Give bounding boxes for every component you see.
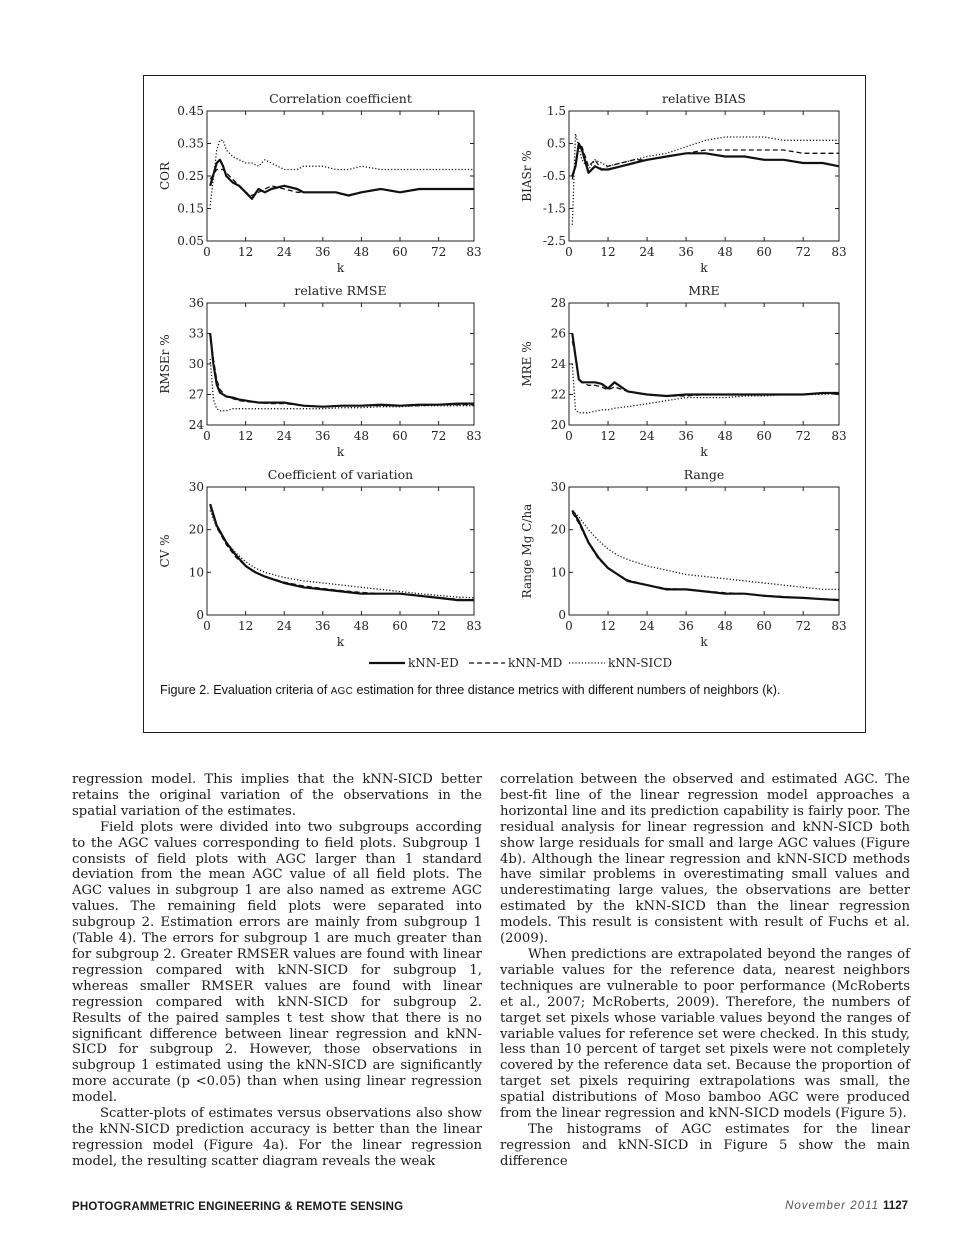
x-tick-label: 36 bbox=[315, 429, 331, 443]
x-tick-label: 12 bbox=[600, 619, 616, 633]
y-tick-label: 10 bbox=[550, 565, 566, 580]
y-tick-label: 0.25 bbox=[177, 169, 204, 183]
series-line-knn-ed bbox=[572, 511, 839, 601]
series-line-knn-md bbox=[572, 513, 839, 600]
series-line-knn-ed bbox=[210, 334, 474, 407]
x-tick-label: 0 bbox=[565, 245, 573, 259]
x-tick-label: 83 bbox=[831, 619, 847, 633]
y-axis-label: Range Mg C/ha bbox=[520, 503, 534, 599]
caption-prefix: Figure 2. Evaluation criteria of bbox=[160, 683, 331, 697]
x-tick-label: 72 bbox=[430, 245, 447, 259]
y-tick-label: 0 bbox=[196, 608, 204, 622]
left-column bbox=[72, 772, 482, 1170]
y-tick-label: 30 bbox=[188, 357, 204, 371]
x-axis-label: k bbox=[700, 261, 708, 275]
series-line-knn-ed bbox=[572, 334, 839, 397]
figure-caption bbox=[160, 682, 850, 700]
y-tick-label: 10 bbox=[188, 565, 204, 580]
footer-date: November 2011 bbox=[785, 1200, 880, 1212]
y-tick-label: 30 bbox=[550, 480, 566, 494]
y-axis-label: BIASr % bbox=[520, 150, 534, 202]
x-tick-label: 36 bbox=[678, 429, 694, 443]
x-tick-label: 48 bbox=[353, 429, 370, 443]
y-tick-label: 24 bbox=[550, 357, 566, 371]
footer-right bbox=[785, 1200, 908, 1212]
series-line-knn-sicd bbox=[210, 359, 474, 411]
x-tick-label: 24 bbox=[276, 245, 292, 259]
series-line-knn-ed bbox=[572, 144, 839, 177]
y-tick-label: -0.5 bbox=[542, 169, 566, 183]
x-tick-label: 48 bbox=[717, 429, 733, 443]
chart-panel-5 bbox=[158, 467, 482, 649]
y-axis-label: COR bbox=[158, 161, 172, 191]
x-tick-label: 24 bbox=[639, 429, 655, 443]
chart-title: Range bbox=[683, 467, 725, 482]
x-tick-label: 72 bbox=[430, 619, 447, 633]
x-tick-label: 24 bbox=[276, 619, 292, 633]
chart-panel-4 bbox=[520, 283, 847, 459]
chart-panel-1 bbox=[158, 91, 482, 275]
x-tick-label: 72 bbox=[795, 245, 811, 259]
x-tick-label: 83 bbox=[831, 429, 847, 443]
y-tick-label: 26 bbox=[550, 326, 566, 341]
chart-panel-2 bbox=[520, 91, 847, 275]
x-tick-label: 83 bbox=[831, 245, 847, 259]
chart-panel-6 bbox=[520, 467, 847, 649]
x-axis-label: k bbox=[336, 635, 345, 649]
x-axis-label: k bbox=[700, 445, 708, 459]
y-axis-label: MRE % bbox=[520, 341, 534, 387]
x-tick-label: 60 bbox=[392, 619, 408, 633]
right-paragraph-2: When predictions are extrapolated beyond the ranges of variable values for the reference data, nearest neighbors techniques are vulnerable to poor performance (McRoberts et al., 2007; McRoberts, 2009). Therefore, the numbers of target set pixels whose variable values beyond the ranges of variable values for reference set were checked. In this study, less than 10 percent of target set pixels were not completely covered by the reference data set. Because the proportion of target set pixels requiring extrapolations was small, the spatial distributions of Moso bamboo AGC were produced from the linear regression and kNN-SICD models (Figure 5). bbox=[500, 946, 910, 1122]
legend-label-md: kNN-MD bbox=[508, 656, 563, 670]
x-tick-label: 60 bbox=[392, 245, 408, 259]
x-tick-label: 24 bbox=[639, 619, 655, 633]
series-line-knn-md bbox=[210, 334, 474, 407]
x-tick-label: 48 bbox=[353, 245, 370, 259]
y-tick-label: 24 bbox=[188, 418, 204, 432]
plot-frame bbox=[569, 487, 839, 615]
y-tick-label: 20 bbox=[550, 418, 566, 432]
y-tick-label: 22 bbox=[550, 387, 566, 402]
y-tick-label: 0.5 bbox=[546, 136, 566, 151]
x-tick-label: 36 bbox=[315, 245, 331, 259]
series-line-knn-ed bbox=[210, 160, 474, 199]
figure-panels bbox=[144, 76, 867, 676]
footer-page-number: 1127 bbox=[883, 1200, 908, 1212]
x-axis-label: k bbox=[336, 261, 345, 275]
y-axis-label: RMSEr % bbox=[158, 334, 172, 394]
series-line-knn-md bbox=[210, 170, 474, 196]
y-tick-label: 0.05 bbox=[177, 234, 204, 248]
x-tick-label: 83 bbox=[466, 429, 482, 443]
y-tick-label: 28 bbox=[550, 296, 566, 310]
y-tick-label: 0.35 bbox=[177, 136, 204, 151]
y-tick-label: 33 bbox=[188, 326, 204, 341]
plot-frame bbox=[569, 303, 839, 425]
series-line-knn-md bbox=[572, 341, 839, 396]
right-paragraph-1: correlation between the observed and estimated AGC. The best-fit line of the linear regression model approaches a horizontal line and its prediction capability is fairly poor. The residual analysis for linear regression and kNN-SICD both show large residuals for small and large AGC values (Figure 4b). Although the linear regression and kNN-SICD methods have similar problems in overestimating small values and underestimating large values, the observations are better estimated by the kNN-SICD than the linear regression models. This result is consistent with result of Fuchs et al. (2009). bbox=[500, 772, 910, 947]
x-tick-label: 60 bbox=[756, 619, 772, 633]
x-tick-label: 60 bbox=[756, 429, 772, 443]
y-tick-label: 0.45 bbox=[177, 104, 204, 118]
x-tick-label: 12 bbox=[600, 245, 616, 259]
x-tick-label: 12 bbox=[237, 429, 254, 443]
y-tick-label: 1.5 bbox=[546, 104, 566, 118]
x-axis-label: k bbox=[336, 445, 345, 459]
footer-journal: PHOTOGRAMMETRIC ENGINEERING & REMOTE SENSING bbox=[72, 1201, 404, 1213]
chart-title: relative BIAS bbox=[662, 91, 746, 106]
y-tick-label: -2.5 bbox=[542, 234, 566, 248]
series-line-knn-sicd bbox=[572, 134, 839, 225]
right-column bbox=[500, 772, 910, 1170]
chart-title: MRE bbox=[688, 283, 720, 298]
y-tick-label: 20 bbox=[188, 522, 204, 537]
x-tick-label: 60 bbox=[756, 245, 772, 259]
x-tick-label: 24 bbox=[276, 429, 292, 443]
x-tick-label: 83 bbox=[466, 245, 482, 259]
x-tick-label: 72 bbox=[795, 429, 811, 443]
x-tick-label: 0 bbox=[565, 619, 573, 633]
series-line-knn-sicd bbox=[572, 511, 839, 590]
chart-title: relative RMSE bbox=[294, 283, 387, 298]
x-tick-label: 12 bbox=[600, 429, 616, 443]
y-axis-label: CV % bbox=[158, 534, 172, 568]
x-tick-label: 24 bbox=[639, 245, 655, 259]
x-tick-label: 36 bbox=[678, 245, 694, 259]
x-tick-label: 72 bbox=[795, 619, 811, 633]
y-tick-label: 0 bbox=[558, 608, 566, 622]
x-tick-label: 83 bbox=[466, 619, 482, 633]
y-tick-label: 27 bbox=[188, 387, 204, 402]
x-tick-label: 36 bbox=[678, 619, 694, 633]
y-tick-label: 30 bbox=[188, 480, 204, 494]
plot-frame bbox=[569, 111, 839, 241]
series-line-knn-md bbox=[210, 506, 474, 600]
chart-panel-3 bbox=[158, 283, 482, 459]
x-tick-label: 12 bbox=[237, 619, 254, 633]
x-tick-label: 60 bbox=[392, 429, 408, 443]
x-tick-label: 12 bbox=[237, 245, 254, 259]
x-tick-label: 36 bbox=[315, 619, 331, 633]
x-tick-label: 48 bbox=[353, 619, 370, 633]
caption-agc: AGC bbox=[330, 686, 353, 697]
legend-label-sicd: kNN-SICD bbox=[608, 656, 673, 670]
x-tick-label: 72 bbox=[430, 429, 447, 443]
x-tick-label: 0 bbox=[203, 245, 211, 259]
chart-legend bbox=[369, 656, 672, 670]
y-tick-label: 20 bbox=[550, 522, 566, 537]
y-tick-label: 0.15 bbox=[177, 201, 204, 216]
left-paragraph-2: Field plots were divided into two subgroups according to the AGC values corresponding to field plots. Subgroup 1 consists of field plots with AGC larger than 1 standard deviation from the mean AGC value of all field plots. The AGC values in subgroup 1 are also named as extreme AGC values. The remaining field plots were separated into subgroup 2. Estimation errors are mainly from subgroup 1 (Table 4). The errors for subgroup 1 are much greater than for subgroup 2. Greater RMSER values are found with linear regression compared with kNN-SICD for subgroup 1, whereas smaller RMSER values are found with linear regression compared with kNN-SICD for subgroup 2. Results of the paired samples t test show that there is no significant difference between linear regression and kNN-SICD for subgroup 2. However, those observations in subgroup 1 estimated using the kNN-SICD are significantly more accurate (p <0.05) than when using linear regression model. bbox=[72, 819, 482, 1106]
legend-label-ed: kNN-ED bbox=[408, 656, 459, 670]
series-line-knn-sicd bbox=[210, 511, 474, 598]
x-axis-label: k bbox=[700, 635, 708, 649]
x-tick-label: 0 bbox=[203, 619, 211, 633]
left-paragraph-3: Scatter-plots of estimates versus observations also show the kNN-SICD prediction accuracy is better than the linear regression model (Figure 4a). For the linear regression model, the resulting scatter diagram reveals the weak bbox=[72, 1106, 482, 1169]
right-paragraph-3: The histograms of AGC estimates for the linear regression and kNN-SICD in Figure 5 show the main difference bbox=[500, 1121, 910, 1169]
left-paragraph-1: regression model. This implies that the kNN-SICD better retains the original variation of the observations in the spatial variation of the estimates. bbox=[72, 772, 482, 819]
plot-frame bbox=[207, 487, 474, 615]
y-tick-label: 36 bbox=[188, 296, 204, 310]
x-tick-label: 0 bbox=[203, 429, 211, 443]
y-tick-label: -1.5 bbox=[542, 201, 566, 216]
x-tick-label: 48 bbox=[717, 245, 733, 259]
caption-suffix: estimation for three distance metrics with different numbers of neighbors (k). bbox=[352, 683, 781, 697]
chart-title: Correlation coefficient bbox=[269, 91, 412, 106]
plot-frame bbox=[207, 111, 474, 241]
x-tick-label: 0 bbox=[565, 429, 573, 443]
figure-2 bbox=[143, 75, 866, 733]
x-tick-label: 48 bbox=[717, 619, 733, 633]
chart-title: Coefficient of variation bbox=[267, 467, 414, 482]
